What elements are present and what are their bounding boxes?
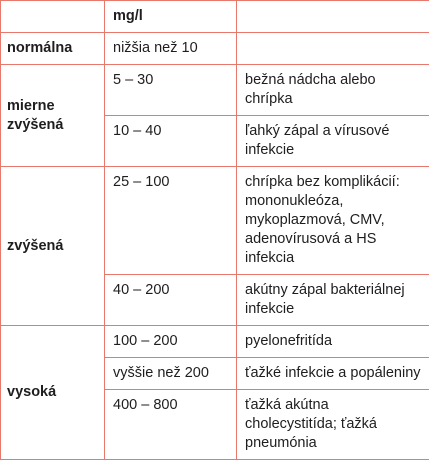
range-cell: 5 – 30: [105, 65, 237, 116]
header-category: [1, 1, 105, 33]
note-cell: pyelonefritída: [237, 326, 429, 358]
note-cell: ťažká akútna cholecystitída; ťažká pneumónia: [237, 390, 429, 460]
category-high: vysoká: [1, 326, 105, 460]
note-cell: akútny zápal bakteriálnej infekcie: [237, 275, 429, 326]
table-header-row: [1, 1, 429, 33]
table-row: [1, 33, 429, 65]
table-row: [1, 65, 429, 116]
header-unit: mg/l: [105, 1, 237, 33]
range-cell: nižšia než 10: [105, 33, 237, 65]
table-row: [1, 326, 429, 358]
note-cell: bežná nádcha alebo chrípka: [237, 65, 429, 116]
table-row: [1, 167, 429, 275]
range-cell: 25 – 100: [105, 167, 237, 275]
range-cell: 100 – 200: [105, 326, 237, 358]
note-cell: ľahký zápal a vírusové infekcie: [237, 116, 429, 167]
range-cell: 10 – 40: [105, 116, 237, 167]
category-elevated: zvýšená: [1, 167, 105, 326]
range-cell: 40 – 200: [105, 275, 237, 326]
range-cell: 400 – 800: [105, 390, 237, 460]
note-cell: [237, 33, 429, 65]
category-normal: normálna: [1, 33, 105, 65]
note-cell: chrípka bez komplikácií: mononukleóza, mykoplazmová, CMV, adenovírusová a HS infekcia: [237, 167, 429, 275]
header-description: [237, 1, 429, 33]
note-cell: ťažké infekcie a popáleniny: [237, 358, 429, 390]
range-cell: vyššie než 200: [105, 358, 237, 390]
category-mild: mierne zvýšená: [1, 65, 105, 167]
